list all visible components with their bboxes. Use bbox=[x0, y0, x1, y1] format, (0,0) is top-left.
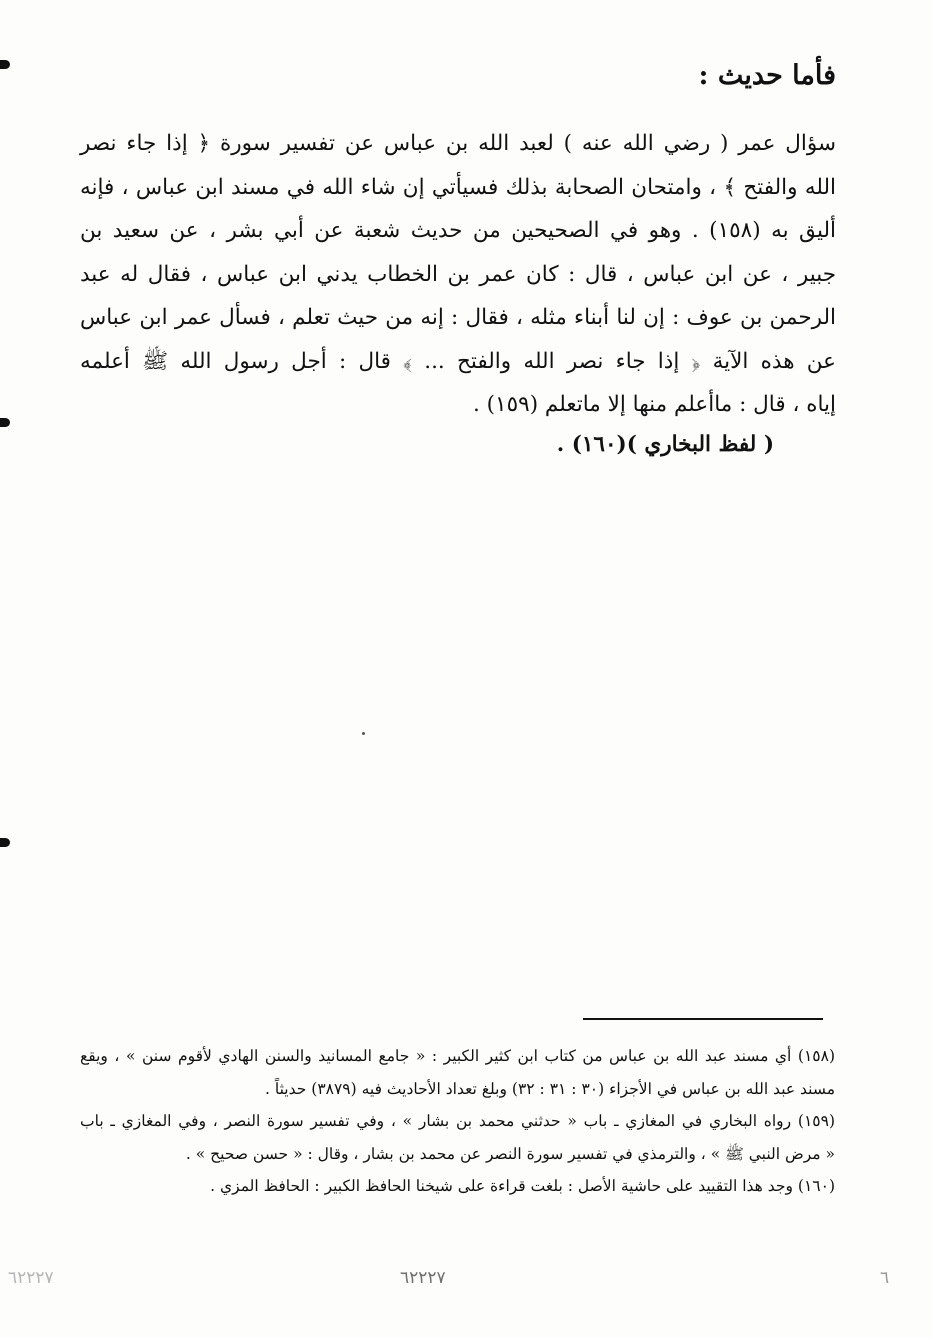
footnote-line: « مرض النبي ﷺ » ، والترمذي في تفسير سورة النصر عن محمد بن بشار ، وقال : « حسن صحيح » . bbox=[185, 1144, 835, 1163]
library-stamp-number: ٦٢٢٢٧ bbox=[400, 1268, 446, 1288]
body-line: إياه ، قال : ماأعلم منها إلا ماتعلم (١٥٩) . bbox=[472, 392, 836, 417]
footnote-line: (١٥٩) رواه البخاري في المغازي ـ باب « حدثني محمد بن بشار » ، وفي تفسير سورة النصر ، وفي المغازي ـ باب bbox=[80, 1112, 835, 1130]
scan-speck bbox=[362, 732, 365, 735]
binding-mark bbox=[0, 418, 10, 427]
body-line: الرحمن بن عوف : إن لنا أبناء مثله ، فقال : إنه من حيث تعلم ، فسأل عمر ابن عباس bbox=[80, 305, 836, 330]
binding-mark bbox=[0, 60, 10, 69]
footnote-line: مسند عبد الله بن عباس في الأجزاء (٣٠ : ٣١ : ٣٢) وبلغ تعداد الأحاديث فيه (٣٨٧٩) حديثاً . bbox=[265, 1079, 835, 1098]
faint-stamp-number: ٦٢٢٢٧ bbox=[8, 1268, 54, 1288]
footnotes bbox=[80, 1040, 835, 1203]
body-line: الله والفتح ﴾ ، وامتحان الصحابة بذلك فسيأتي إن شاء الله في مسند ابن عباس ، فإنه bbox=[80, 174, 836, 200]
body-paragraph bbox=[80, 122, 836, 427]
binding-mark bbox=[0, 838, 10, 847]
footnote-line: (١٥٨) أي مسند عبد الله بن عباس من كتاب ابن كثير الكبير : « جامع المسانيد والسنن الهادي لأقوم سنن » ، ويقع bbox=[80, 1047, 835, 1065]
body-line: عن هذه الآية ﴿ إذا جاء نصر الله والفتح ... ﴾ قال : أجل رسول الله ﷺ أعلمه bbox=[80, 348, 836, 374]
body-line: سؤال عمر ( رضي الله عنه ) لعبد الله بن عباس عن تفسير سورة ﴿ إذا جاء نصر bbox=[80, 131, 836, 156]
section-heading: فأما حديث : bbox=[698, 60, 836, 91]
footnote-separator bbox=[583, 1018, 823, 1020]
body-line: أليق به (١٥٨) . وهو في الصحيحين من حديث شعبة عن أبي بشر ، عن سعيد بن bbox=[80, 218, 836, 243]
body-line: جبير ، عن ابن عباس ، قال : كان عمر بن الخطاب يدني ابن عباس ، فقال له عبد bbox=[80, 261, 836, 287]
footnote-line: (١٦٠) وجد هذا التقييد على حاشية الأصل : بلغت قراءة على شيخنا الحافظ الكبير : الحافظ المزي . bbox=[210, 1177, 835, 1195]
bukhari-wording-note: ( لفظ البخاري )(١٦٠) . bbox=[556, 432, 774, 457]
corner-mark: ٦ bbox=[880, 1268, 890, 1288]
